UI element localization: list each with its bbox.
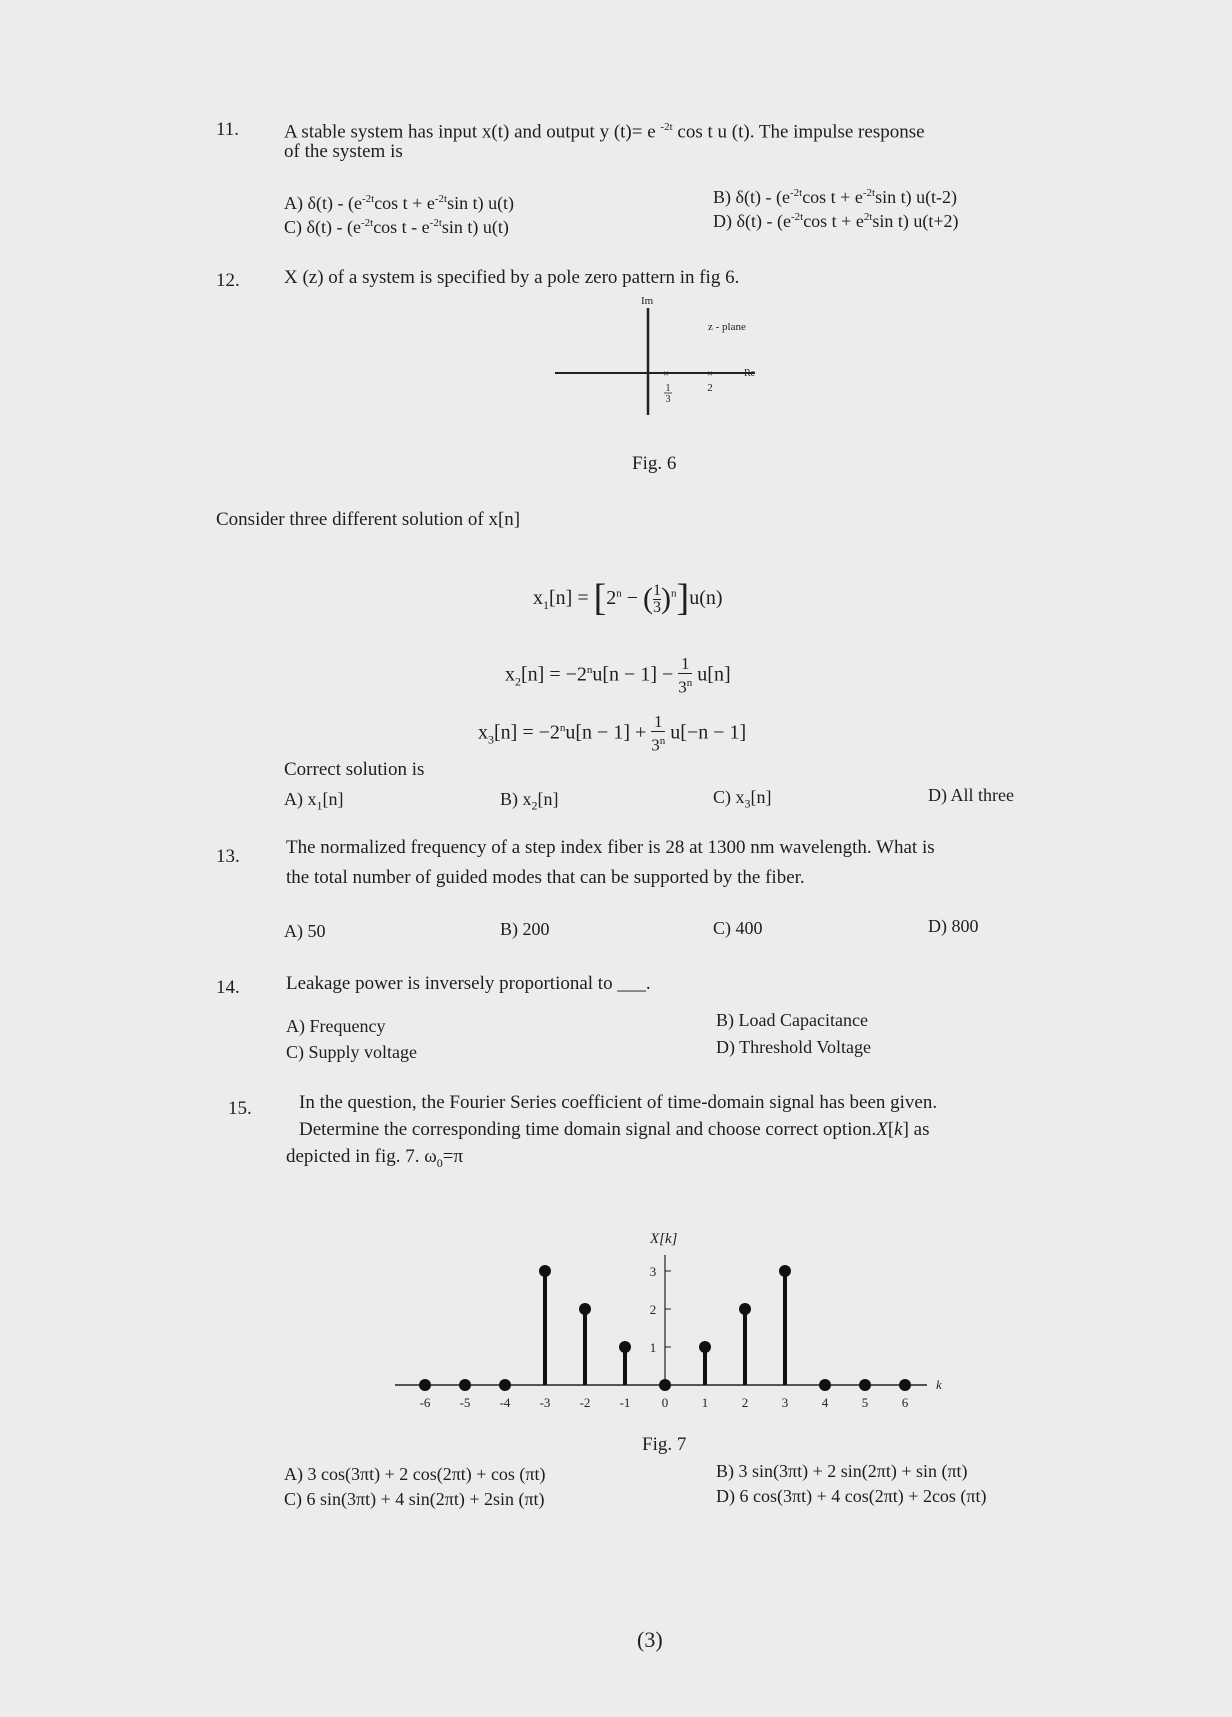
correct-solution-text: Correct solution is bbox=[284, 759, 425, 780]
q15-option-b[interactable]: B) 3 sin(3πt) + 2 sin(2πt) + sin (πt) bbox=[716, 1461, 968, 1481]
equation-x1: $x_1[n] = [2^n$ − ( $\frac{1}{3}$ )$^n$]u(n) bbox=[533, 577, 723, 619]
q13-option-c[interactable]: C) 400 bbox=[713, 918, 763, 938]
stem-marker bbox=[699, 1341, 711, 1353]
q11-option-c[interactable]: C) $\delta(t) - (e^{-2t}\cos$ t - $e^{-2t}\sin$ t) u(t) bbox=[284, 217, 509, 237]
svg-text:3: 3 bbox=[665, 394, 671, 405]
q12-option-b[interactable]: B) $x_2[n]$ bbox=[500, 789, 559, 813]
pole-marker: × bbox=[706, 368, 714, 380]
stem-marker bbox=[499, 1379, 511, 1391]
fig7-caption: Fig. 7 bbox=[642, 1434, 687, 1455]
q15-option-c[interactable]: C) 6 sin(3πt) + 4 sin(2πt) + 2sin (πt) bbox=[284, 1489, 545, 1509]
x-tick-label: -2 bbox=[579, 1395, 591, 1410]
pole-zero-diagram bbox=[540, 290, 800, 420]
x-axis-label: k bbox=[936, 1377, 942, 1392]
x-tick-label: 2 bbox=[741, 1395, 749, 1410]
question-number-14: 14. bbox=[216, 977, 240, 998]
stem-marker bbox=[659, 1379, 671, 1391]
x-tick-label: 3 bbox=[781, 1395, 789, 1410]
page-number: (3) bbox=[637, 1627, 663, 1652]
consider-text: Consider three different solution of x[n] bbox=[216, 509, 521, 530]
q12-option-a[interactable]: A) $x_1[n]$ bbox=[284, 789, 344, 813]
q11-option-a[interactable]: A) $\delta(t) - (e^{-2t}\cos$ $t + e^{-2t}\sin$ t) u(t) bbox=[284, 193, 515, 213]
q14-option-b[interactable]: B) Load Capacitance bbox=[716, 1010, 868, 1030]
equation-x3: $x_3[n] = -2^nu[n - 1]$ + $\frac{1}{3^n}$ u[−n − 1] bbox=[478, 712, 747, 755]
stem-marker bbox=[539, 1265, 551, 1277]
tick-label-2: 2 bbox=[707, 382, 713, 394]
q15-option-a[interactable]: A) 3 cos(3πt) + 2 cos(2πt) + cos (πt) bbox=[284, 1464, 546, 1484]
x-tick-label: -3 bbox=[539, 1395, 551, 1410]
question-13-text-line2: the total number of guided modes that can be supported by the fiber. bbox=[286, 867, 805, 888]
question-number-11: 11. bbox=[216, 119, 240, 140]
question-11-text: A stable system has input x(t) and output y (t)= e $^{-2t}$ cos t u (t). The impulse response bbox=[284, 121, 925, 143]
y-tick-label: 1 bbox=[649, 1340, 657, 1355]
stem-marker bbox=[419, 1379, 431, 1391]
q11-option-d[interactable]: D) $\delta(t) - (e^{-2t}\cos$ $t + e^{2t}\sin$ t) u(t+2) bbox=[713, 211, 959, 231]
fourier-coefficient-stem-plot bbox=[395, 1210, 955, 1420]
q12-option-d[interactable]: D) All three bbox=[928, 785, 1014, 805]
q13-option-a[interactable]: A) 50 bbox=[284, 921, 326, 941]
q13-option-b[interactable]: B) 200 bbox=[500, 919, 550, 939]
equation-x2: $x_2[n] = -2^nu[n - 1]$ − $\frac{1}{3^n}$ u[n] bbox=[505, 654, 731, 697]
question-13-text: The normalized frequency of a step index fiber is 28 at 1300 nm wavelength. What is bbox=[286, 837, 935, 858]
question-number-15: 15. bbox=[228, 1098, 252, 1119]
z-plane-label: z - plane bbox=[708, 321, 746, 333]
x-tick-label: 4 bbox=[821, 1395, 829, 1410]
q11-option-b[interactable]: B) $\delta(t) - (e^{-2t}\cos$ $t + e^{-2t}\sin$ t) u(t-2) bbox=[713, 187, 958, 207]
tick-label-one-third: 1 bbox=[665, 383, 671, 394]
question-15-text: In the question, the Fourier Series coefficient of time-domain signal has been given. bbox=[299, 1092, 938, 1113]
x-tick-label: 0 bbox=[661, 1395, 669, 1410]
stem-marker bbox=[899, 1379, 911, 1391]
stem-marker bbox=[819, 1379, 831, 1391]
q15-option-d[interactable]: D) 6 cos(3πt) + 4 cos(2πt) + 2cos (πt) bbox=[716, 1486, 987, 1506]
re-axis-label: Re bbox=[744, 368, 756, 379]
pole-marker: × bbox=[662, 368, 670, 380]
stem-marker bbox=[459, 1379, 471, 1391]
x-tick-label: 5 bbox=[861, 1395, 869, 1410]
y-tick-label: 2 bbox=[649, 1302, 657, 1317]
question-number-12: 12. bbox=[216, 270, 240, 291]
stem-marker bbox=[779, 1265, 791, 1277]
question-15-text-line3: depicted in fig. 7. $\omega_0=\pi$ bbox=[286, 1146, 464, 1170]
q12-option-c[interactable]: C) $x_3[n]$ bbox=[713, 787, 772, 811]
y-tick-label: 3 bbox=[649, 1264, 657, 1279]
x-tick-label: 1 bbox=[701, 1395, 709, 1410]
y-axis-label: X[k] bbox=[650, 1231, 678, 1247]
question-11-text-line2: of the system is bbox=[284, 141, 403, 162]
x-tick-label: -4 bbox=[499, 1395, 511, 1410]
stem-marker bbox=[619, 1341, 631, 1353]
q13-option-d[interactable]: D) 800 bbox=[928, 916, 979, 936]
stem-marker bbox=[859, 1379, 871, 1391]
stem-marker bbox=[739, 1303, 751, 1315]
question-12-text: X (z) of a system is specified by a pole zero pattern in fig 6. bbox=[284, 267, 740, 288]
fig6-caption: Fig. 6 bbox=[632, 453, 677, 474]
x-tick-label: 6 bbox=[901, 1395, 909, 1410]
question-15-text-line2: Determine the corresponding time domain signal and choose correct option.X[k] as bbox=[299, 1119, 930, 1140]
question-14-text: Leakage power is inversely proportional to ___. bbox=[286, 973, 651, 994]
q14-option-d[interactable]: D) Threshold Voltage bbox=[716, 1037, 871, 1057]
x-tick-label: -1 bbox=[619, 1395, 631, 1410]
q14-option-a[interactable]: A) Frequency bbox=[286, 1016, 386, 1036]
x-tick-label: -5 bbox=[459, 1395, 471, 1410]
im-axis-label: Im bbox=[641, 295, 654, 307]
x-tick-label: -6 bbox=[419, 1395, 431, 1410]
stem-marker bbox=[579, 1303, 591, 1315]
q14-option-c[interactable]: C) Supply voltage bbox=[286, 1042, 417, 1062]
question-number-13: 13. bbox=[216, 846, 240, 867]
